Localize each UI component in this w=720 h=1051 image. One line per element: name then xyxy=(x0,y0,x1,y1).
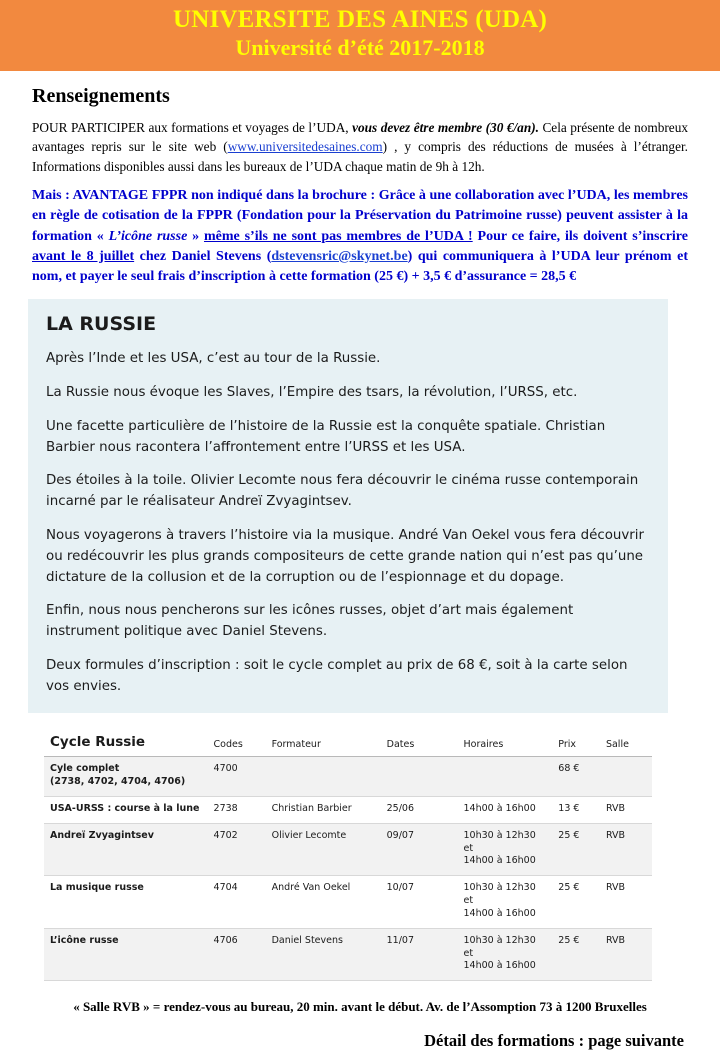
intro-text-3: ) , y compris des réductions de musées à l’étranger. Informations disponibles aussi dans les bureaux de l’UDA chaque matin de 9h à 12h. xyxy=(32,139,688,174)
table-header-row xyxy=(44,729,652,757)
intro-membership-note: vous devez être membre (30 €/an). xyxy=(352,120,539,136)
cell-salle: RVB xyxy=(600,928,652,980)
cell-formateur: Christian Barbier xyxy=(266,797,381,824)
cycle-table-wrapper xyxy=(44,729,664,981)
column-header-dates: Dates xyxy=(381,729,458,757)
russia-paragraph: Nous voyagerons à travers l’histoire via la musique. André Van Oekel vous fera découvrir ou redécouvrir les plus grands compositeurs de cette grande nation qui n’est pas qu’une dictature de la collusion et de la corruption ou de l’espionnage et du dopage. xyxy=(46,528,645,585)
notice-text-5: ) qui communiquera à l’UDA leur prénom et nom, et payer le seul frais d’inscription à cette formation (25 €) + 3,5 € d’assurance = 28,5 € xyxy=(32,248,688,285)
notice-text-3: Pour ce faire, ils doivent s’inscrire xyxy=(472,228,688,244)
cell-horaires: 14h00 à 16h00 xyxy=(457,797,552,824)
russia-info-box xyxy=(28,299,668,713)
cell-salle: RVB xyxy=(600,876,652,928)
intro-text-2: Cela présente de nombreux avantages repris sur le site web ( xyxy=(32,120,688,155)
cell-course-name: L’icône russe xyxy=(44,928,208,980)
cell-course-name: La musique russe xyxy=(44,876,208,928)
cell-salle xyxy=(600,757,652,797)
table-row xyxy=(44,876,652,928)
table-row xyxy=(44,797,652,824)
cell-code: 4706 xyxy=(208,928,266,980)
cell-prix: 25 € xyxy=(552,823,600,875)
cell-formateur xyxy=(266,757,381,797)
cell-dates: 11/07 xyxy=(381,928,458,980)
russia-box-body xyxy=(46,349,650,697)
column-header-formateur: Formateur xyxy=(266,729,381,757)
column-header-salle: Salle xyxy=(600,729,652,757)
cell-course-name: USA-URSS : course à la lune xyxy=(44,797,208,824)
russia-box-title: LA RUSSIE xyxy=(46,313,157,336)
uda-website-link[interactable]: www.universitedesaines.com xyxy=(227,139,383,155)
russia-paragraph: Une facette particulière de l’histoire de la Russie est la conquête spatiale. Christian Barbier nous racontera l’affrontement entre l’URSS et les USA. xyxy=(46,418,606,455)
cell-prix: 13 € xyxy=(552,797,600,824)
column-header-cycle: Cycle Russie xyxy=(44,729,208,757)
cell-prix: 25 € xyxy=(552,928,600,980)
cell-code: 2738 xyxy=(208,797,266,824)
column-header-prix: Prix xyxy=(552,729,600,757)
cell-formateur: Olivier Lecomte xyxy=(266,823,381,875)
russia-paragraph: Enfin, nous nous pencherons sur les icônes russes, objet d’art mais également instrument politique avec Daniel Stevens. xyxy=(46,603,574,640)
intro-paragraph xyxy=(32,118,688,176)
fppr-notice xyxy=(32,186,688,287)
table-row xyxy=(44,928,652,980)
column-header-codes: Codes xyxy=(208,729,266,757)
cell-horaires: 10h30 à 12h30 et 14h00 à 16h00 xyxy=(457,823,552,875)
intro-text-1: POUR PARTICIPER aux formations et voyages de l’UDA, xyxy=(32,120,353,136)
russia-paragraph: Après l’Inde et les USA, c’est au tour de la Russie. xyxy=(46,351,381,367)
cell-salle: RVB xyxy=(600,823,652,875)
notice-deadline: avant le 8 juillet xyxy=(32,248,135,264)
cell-formateur: Daniel Stevens xyxy=(266,928,381,980)
cell-horaires: 10h30 à 12h30 et 14h00 à 16h00 xyxy=(457,928,552,980)
notice-course-name: L’icône russe xyxy=(108,228,188,244)
table-row xyxy=(44,757,652,797)
cell-dates: 25/06 xyxy=(381,797,458,824)
cell-horaires xyxy=(457,757,552,797)
table-row xyxy=(44,823,652,875)
cell-horaires: 10h30 à 12h30 et 14h00 à 16h00 xyxy=(457,876,552,928)
russia-paragraph: Des étoiles à la toile. Olivier Lecomte nous fera découvrir le cinéma russe contemporain incarné par le réalisateur Andreï Zvyagintsev. xyxy=(46,473,639,510)
cell-salle: RVB xyxy=(600,797,652,824)
notice-emphasis: même s’ils ne sont pas membres de l’UDA ! xyxy=(203,228,473,244)
cycle-russie-table xyxy=(44,729,652,981)
cell-course-name: Andreï Zvyagintsev xyxy=(44,823,208,875)
cell-dates: 10/07 xyxy=(381,876,458,928)
page-title: Renseignements xyxy=(32,85,170,108)
notice-text-2: » xyxy=(187,228,204,244)
contact-email-link[interactable]: dstevensric@skynet.be xyxy=(271,248,408,264)
cell-prix: 25 € xyxy=(552,876,600,928)
cell-dates xyxy=(381,757,458,797)
table-body xyxy=(44,757,652,981)
banner-title: UNIVERSITE DES AINES (UDA) xyxy=(172,6,548,33)
table-header xyxy=(44,729,652,757)
salle-rvb-note: « Salle RVB » = rendez-vous au bureau, 20 min. avant le début. Av. de l’Assomption 73 à 1200 Bruxelles xyxy=(73,999,647,1015)
cell-code: 4702 xyxy=(208,823,266,875)
next-page-note: Détail des formations : page suivante xyxy=(424,1031,684,1051)
cell-code: 4700 xyxy=(208,757,266,797)
notice-text-1: Mais : AVANTAGE FPPR non indiqué dans la brochure : Grâce à une collaboration avec l’UDA, les membres en règle de cotisation de la FPPR (Fondation pour la Préservation du Patrimoine russe) peuvent assister à la formation « xyxy=(32,187,688,244)
cell-code: 4704 xyxy=(208,876,266,928)
header-banner xyxy=(0,0,720,71)
russia-paragraph: La Russie nous évoque les Slaves, l’Empire des tsars, la révolution, l’URSS, etc. xyxy=(46,385,578,401)
russia-paragraph: Deux formules d’inscription : soit le cycle complet au prix de 68 €, soit à la carte selon vos envies. xyxy=(46,657,628,694)
cell-dates: 09/07 xyxy=(381,823,458,875)
cell-formateur: André Van Oekel xyxy=(266,876,381,928)
banner-subtitle: Université d’été 2017-2018 xyxy=(235,34,485,60)
document-content xyxy=(0,71,720,713)
column-header-horaires: Horaires xyxy=(457,729,552,757)
cell-prix: 68 € xyxy=(552,757,600,797)
notice-text-4: chez Daniel Stevens ( xyxy=(134,248,272,264)
cell-course-name: Cyle complet (2738, 4702, 4704, 4706) xyxy=(44,757,208,797)
